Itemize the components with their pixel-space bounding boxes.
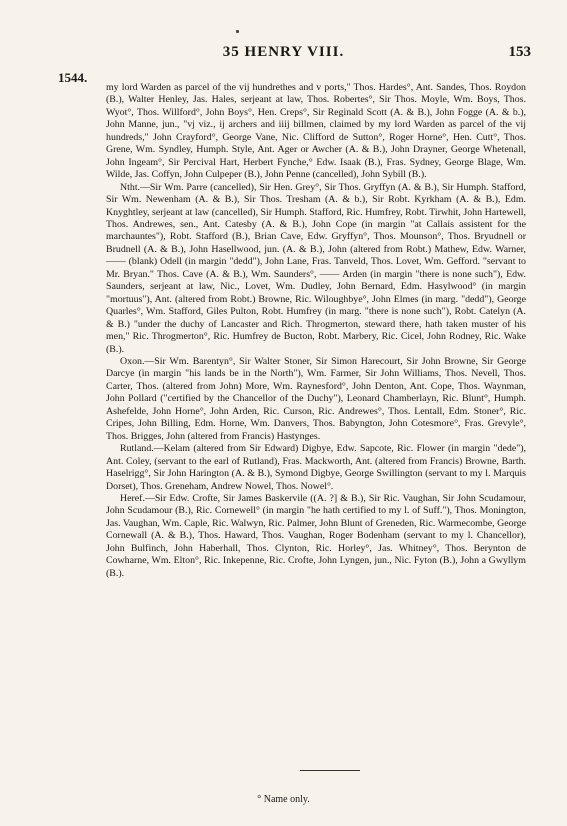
text-body: [106, 82, 526, 762]
paragraph-rutland: Rutland.—Kelam (altered from Sir Edward) Digbye, Edw. Sapcote, Ric. Flower (in margin "dede"), Ant. Coley, (servant to the earl of Rutland), Fras. Mackworth, Ant. (altered from Francis) Browne, Barth. Haselrigg°, Sir John Harington (A. & B.), Symond Digbye, George Swillington (servant to my l. Marquis Dorset), Thos. Greneham, Andrew Nowel, Thos. Nowel°.: [106, 443, 526, 492]
paragraph-northampton: Ntht.—Sir Wm. Parre (cancelled), Sir Hen. Grey°, Sir Thos. Gryffyn (A. & B.), Sir Humph. Stafford, Sir Wm. Newenham (A. & B.), Sir Thos. Tresham (A. & b.), Sir Robt. Kyrkham (A. & B.), Edm. Knyghtley, serjeant at law (cancelled), Sir Humph. Stafford, Ric. Humfrey, Robt. Tirwhit, John Hartewell, Thos. Andrewes, sen., Ant. Catesby (A. & B.), John Cope (in margin "at Callais assistent for the marchauntes"), Robt. Stafford (B.), Brian Cave, Edw. Gryffyn°, Thos. Mounson°, Thos. Bryudnell or Brudnell (A. & B.), John Hasellwood, jun. (A. & B.), John (altered from Robt.) Mathew, Edw. Warner, —— (blank) Odell (in margin "dedd"), John Lane, Fras. Tanveld, Thos. Lovet, Wm. Gefford. "servant to Mr. Bryan." Thos. Cave (A. & B.), Wm. Saunders°, —— Arden (in margin "there is none such"), Edw. Saunders, serjeant at law, Nic., Lovet, Wm. Dudley, John Bernard, Edm. Hasylwood° (in margin "mortuus"), Ant. (altered from Robt.) Browne, Ric. Wiloughbye°, John Elmes (in marg. "dedd"), George Quarles°, Wm. Stafford, Giles Pulton, Robt. Humfrey (in marg. "there is none such"), Robt. Catelyn (A. & B.) "under the duchy of Lancaster and Rich. Throgmerton, steward there, hath taken muster of his men," Ric. Throgmerton°, Ric. Humfrey de Bucton, Robt. Marbery, Ric. Cicel, John Rodney, Ric. Wake (B.).: [106, 181, 526, 355]
page-mark: [236, 30, 239, 33]
footnote: ° Name only.: [257, 794, 310, 805]
side-watermark: [6, 180, 36, 740]
year-marker: 1544.: [58, 70, 88, 85]
paragraph-hereford: Heref.—Sir Edw. Crofte, Sir James Baskervile ((A. ?] & B.), Sir Ric. Vaughan, Sir John Scudamour, John Scudamour (B.), Ric. Cornewell° (in margin "he hath certified to my l. of Suff."), Thos. Monington, Jas. Vaughan, Wm. Caple, Ric. Walwyn, Ric. Palmer, John Blunt of Greneden, Ric. Warmecombe, George Cornewall (A. & B.), Thos. Haward, Thos. Vaughan, Roger Bodenham (servant to my l. Chancellor), John Bulfinch, John Haberhall, Thos. Clynton, Ric. Horley°, Jas. Whitney°, Thos. Berynton de Cowharne, Wm. Elton°, Ric. Inkepenne, Ric. Crofte, John Lyngen, jun., Nic. Fyton (B.), John a Gwyllym (B.).: [106, 492, 526, 579]
page-number: 153: [508, 44, 531, 60]
footnote-rule: [300, 770, 360, 771]
running-title: 35 HENRY VIII.: [222, 44, 345, 60]
running-header: [0, 44, 567, 64]
paragraph-oxon: Oxon.—Sir Wm. Barentyn°, Sir Walter Stoner, Sir Simon Harecourt, Sir John Browne, Sir George Darcye (in margin "his lands be in the North"), Wm. Farmer, Sir John Williams, Thos. Nevell, Thos. Carter, Thos. (altered from John) More, Wm. Raynesford°, John Denton, Ant. Cope, Thos. Waynman, John Pollard ("certified by the Chancellor of the Duchy"), Leonard Chamberlayn, Ric. Blunt°, Humph. Ashefelde, John Horne°, John Arden, Ric. Curson, Ric. Andrewes°, Thos. Lentall, Edm. Stoner°, Ric. Cripes, John Billing, Edm. Horne, Wm. Danvers, Thos. Babyngton, John Cotesmore°, Fras. Grevyle°, Thos. Brigges, John (altered from Francis) Hastynges.: [106, 355, 526, 442]
paragraph-kent-continued: my lord Warden as parcel of the vij hundrethes and v ports," Thos. Hardes°, Ant. Sandes, Thos. Roydon (B.), Walter Henley, Jas. Hales, serjeant at law, Thos. Robertes°, Sir Thos. Moyle, Wm. Boys, Thos. Wyot°, Thos. Willford°, John Boys°, Hen. Creps°, Sir Reginald Scott (A. & B.), John Fogge (A. & b.), John Manne, jun., "vj viz., ij archers and iiij billmen, claimed by my lord Warden as parcel of the vij hundreds," John Crayford°, George Vane, Nic. Clifford de Sutton°, Roger Horne°, Hen. Cutt°, Thos. Grene, Wm. Syndley, Humph. Style, Ant. Ager or Awcher (A. & B.), John Drayner, George Whetenall, John Ingeam°, Sir Percival Hart, Herbert Fynche,° Edw. Isaak (B.), Fras. Sydney, George Blage, Wm. Wilde, Jas. Coffyn, John Culpeper (B.), John Penne (cancelled), John Sybill (B.).: [106, 82, 526, 181]
